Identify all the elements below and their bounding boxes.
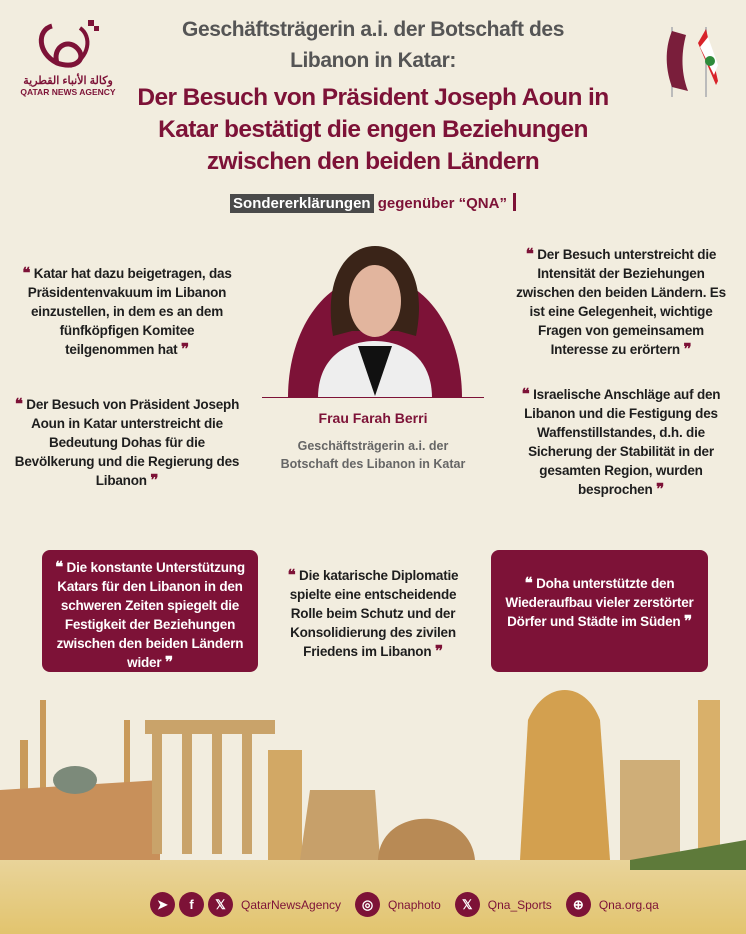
- social-account-3[interactable]: Qna_Sports: [487, 897, 552, 912]
- logo-english: QATAR NEWS AGENCY: [20, 87, 116, 97]
- flags-icon: [660, 25, 722, 105]
- quote-text: Der Besuch unterstreicht die Intensität der Beziehungen zwischen den beiden Ländern. Es ist eine Gelegenheit, wichtige Fragen von gemeinsamem Interesse zu erörtern: [516, 247, 726, 357]
- qna-logo-icon: [32, 18, 104, 72]
- quote-text: Die katarische Diplomatie spielte eine entscheidende Rolle beim Schutz und der Konsolidierung des zivilen Friedens im Libanon: [289, 568, 459, 659]
- portrait-photo: [288, 246, 462, 398]
- tag-highlight: Sondererklärungen: [230, 194, 374, 213]
- facebook-icon[interactable]: f: [179, 892, 204, 917]
- open-quote-icon: ❝: [14, 395, 23, 413]
- quote-text: Katar hat dazu beigetragen, das Präsidentenvakuum im Libanon einzustellen, in dem es an dem fünfköpfigen Komitee teilgenommen hat: [27, 266, 232, 357]
- open-quote-icon: ❝: [287, 566, 296, 584]
- close-quote-icon: ❞: [683, 340, 692, 358]
- person-name: Frau Farah Berri: [318, 410, 428, 426]
- globe-icon[interactable]: ⊕: [566, 892, 591, 917]
- close-quote-icon: ❞: [150, 471, 159, 489]
- quote-2: [14, 395, 240, 490]
- close-quote-icon: ❞: [434, 642, 443, 660]
- page-title: Der Besuch von Präsident Joseph Aoun in Katar bestätigt die engen Beziehungen zwischen den beiden Ländern: [137, 84, 609, 175]
- tagline: [0, 193, 746, 212]
- x-icon[interactable]: 𝕏: [455, 892, 480, 917]
- quote-text: Der Besuch von Präsident Joseph Aoun in Katar unterstreicht die Bedeutung Dohas für die Bevölkerung und die Regierung des Libanon: [14, 397, 240, 488]
- social-bar: [150, 892, 669, 917]
- quote-5: [42, 550, 258, 672]
- telegram-icon[interactable]: ➤: [150, 892, 175, 917]
- person-role: Geschäftsträgerin a.i. der Botschaft des Libanon in Katar: [280, 439, 466, 471]
- open-quote-icon: ❝: [521, 385, 530, 403]
- open-quote-icon: ❝: [55, 558, 63, 576]
- logo-text: [18, 74, 118, 97]
- quote-text: Die konstante Unterstützung Katars für den Libanon in den schweren Zeiten spiegelt die Festigkeit der Beziehungen zwischen den beiden Ländern wider: [56, 560, 245, 670]
- quote-3: [508, 245, 734, 359]
- tag-bar: [513, 193, 516, 211]
- x-icon[interactable]: 𝕏: [208, 892, 233, 917]
- photo-divider: [262, 397, 484, 398]
- social-account-1[interactable]: QatarNewsAgency: [241, 897, 342, 912]
- open-quote-icon: ❝: [525, 245, 534, 263]
- quote-6: [276, 566, 470, 661]
- social-account-2[interactable]: Qnaphoto: [388, 897, 441, 912]
- quote-7: [491, 550, 708, 672]
- header-subtitle: Geschäftsträgerin a.i. der Botschaft des Libanon in Katar:: [182, 18, 564, 72]
- logo-arabic: وكالة الأنباء القطرية: [23, 75, 113, 87]
- close-quote-icon: ❞: [656, 480, 664, 498]
- quote-1: [22, 264, 232, 359]
- open-quote-icon: ❝: [22, 264, 31, 282]
- close-quote-icon: ❞: [684, 612, 692, 630]
- quote-text: Doha unterstützte den Wiederaufbau vieler zerstörter Dörfer und Städte im Süden: [505, 576, 694, 629]
- instagram-icon[interactable]: ◎: [355, 892, 380, 917]
- quote-4: [516, 385, 726, 499]
- tag-rest: gegenüber “QNA”: [377, 195, 507, 212]
- close-quote-icon: ❞: [181, 340, 189, 358]
- close-quote-icon: ❞: [164, 653, 173, 671]
- website-link[interactable]: Qna.org.qa: [598, 897, 659, 912]
- quote-text: Israelische Anschläge auf den Libanon und die Festigung des Waffenstillstandes, d.h. die Sicherung der Stabilität in der gesamten Region, wurden besprochen: [524, 387, 721, 497]
- open-quote-icon: ❝: [524, 574, 533, 592]
